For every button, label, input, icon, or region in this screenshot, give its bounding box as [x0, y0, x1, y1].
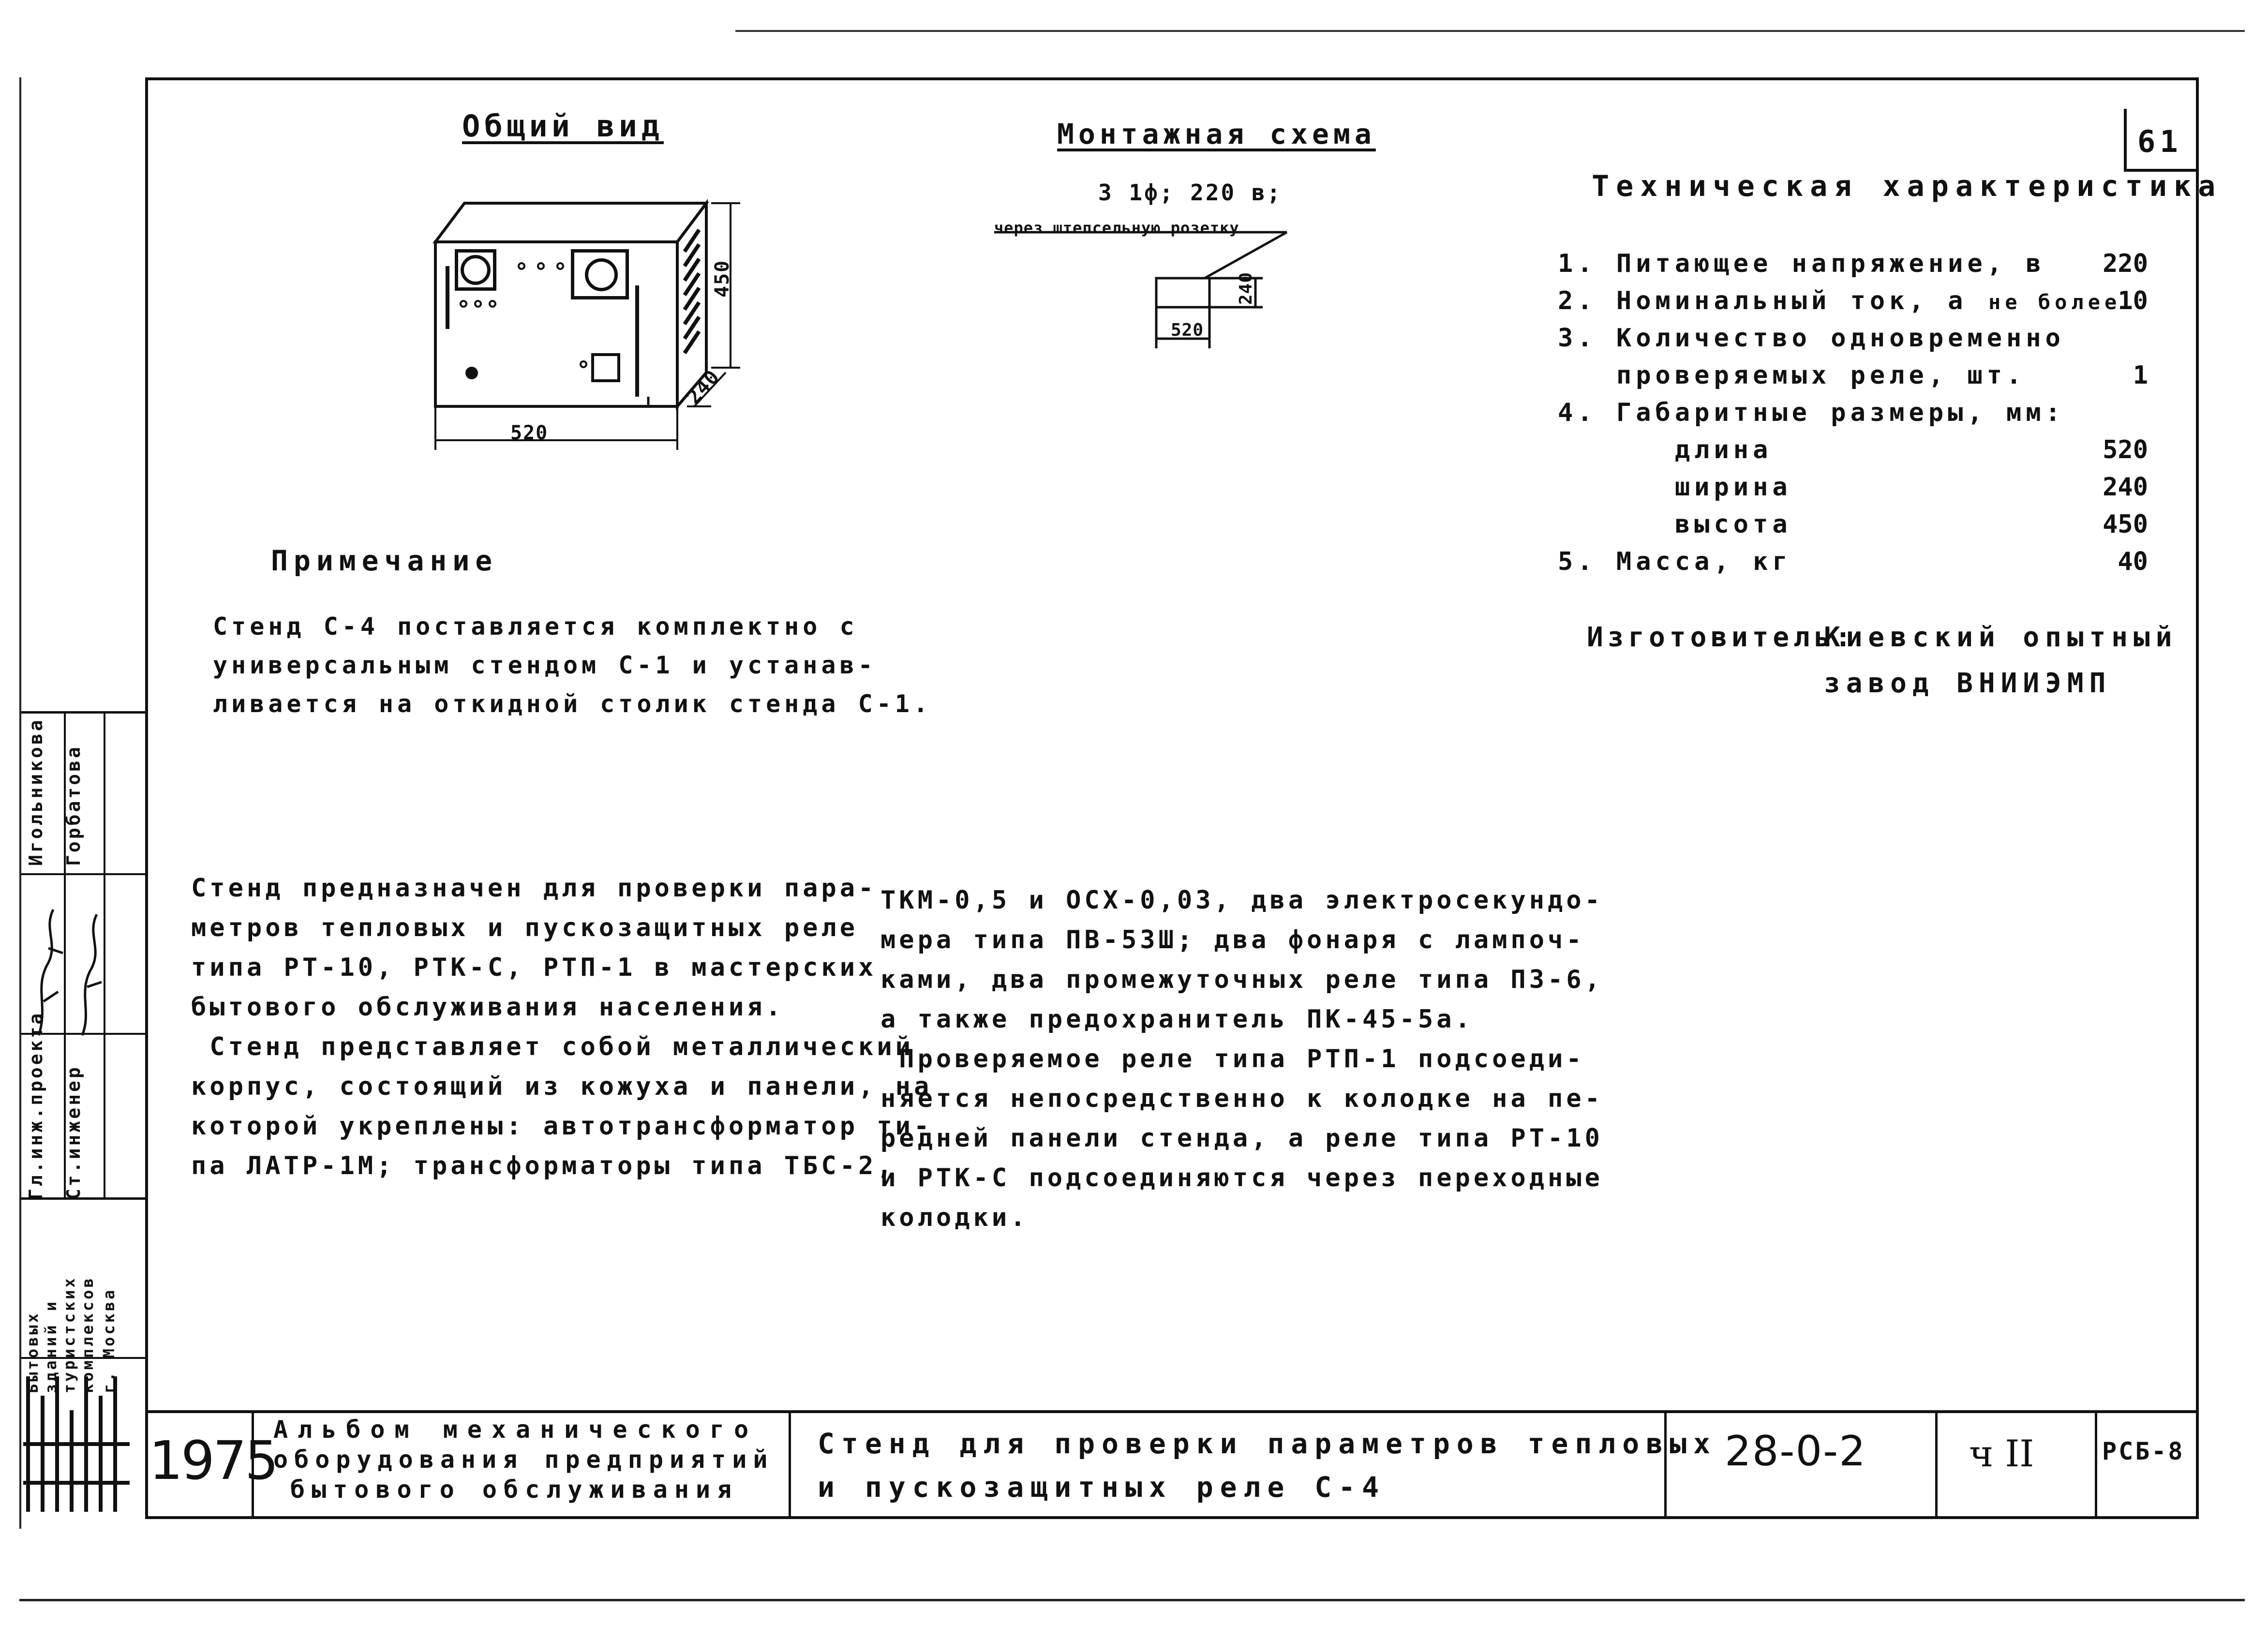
tech-row-extra: не более [1988, 290, 2121, 314]
org-line: г. Москва [100, 1287, 118, 1393]
bottom-trim-line [19, 1599, 2245, 1601]
side-stamp-row-line-1 [21, 873, 145, 875]
drawing-name-line-1: Стенд для проверки параметров тепловых [818, 1427, 1717, 1460]
title-block-divider [2095, 1413, 2097, 1519]
album-line-3: бытового обслуживания [290, 1476, 739, 1504]
title-block-divider [1935, 1413, 1938, 1519]
tech-row-label: 4. Габаритные размеры, мм: [1558, 398, 2065, 427]
description-col-1: Стенд предназначен для проверки пара- метров тепловых и пускозащитных реле типа РТ-10, РТК-С, РТП-1 в мастерских бытового обслуживания населения. Стенд представляет собой металлический корпус, состоящий из кожуха и панели, на которой укреплены: автотрансформатор ти- па ЛАТР-1М; трансформаторы типа ТБС-2, [191, 874, 933, 1180]
description-col-2: ТКМ-0,5 и ОСХ-0,03, два электросекундо- мера типа ПВ-53Ш; два фонаря с лампоч- ками, два промежуточных реле типа ПЗ-6, а также предохранитель ПК-45-5а. Проверяемое реле типа РТП-1 подсоеди- няется непосредственно к колодке на пе- редней панели стенда, а реле типа РТ-10 и РТК-С подсоединяются через переходные колодки. [880, 886, 1603, 1232]
dim-height-label: 450 [711, 259, 733, 298]
drawing-name-line-2: и пускозащитных реле С-4 [818, 1471, 1386, 1504]
dim-depth-label: 240 [682, 365, 725, 409]
maker-line-1: Киевский опытный [1824, 622, 2178, 653]
wiring-via: через штепсельную розетку [994, 219, 1239, 237]
sheet-number: 61 [2137, 124, 2182, 159]
tech-row-value: 40 [2118, 547, 2148, 576]
tech-row-value: 450 [2103, 510, 2148, 539]
org-line: Бытовых [23, 1311, 42, 1393]
role-chief-engineer: Гл.инж.проекта [25, 1011, 46, 1200]
note-title: Примечание [271, 544, 498, 577]
maker-label: Изготовитель: [1587, 622, 1856, 653]
tech-row-label: 5. Масса, кг [1558, 547, 1792, 576]
tech-row-value: 220 [2103, 249, 2148, 278]
tech-row-value: 10 [2118, 286, 2148, 315]
top-trim-line [735, 30, 2245, 32]
general-view-dimensions [426, 194, 764, 464]
wiring-diagram [992, 208, 1306, 353]
drawing-code: 28-0-2 [1725, 1427, 1866, 1476]
org-line: туристских [60, 1276, 78, 1393]
tech-row-value: 1 [2133, 361, 2148, 390]
name-igolnikova: Игольникова [25, 717, 46, 866]
wiring-supply: 3 1ф; 220 в; [1098, 179, 1283, 206]
tech-row-label: 1. Питающее напряжение, в [1558, 249, 2045, 278]
sheet-code: РСБ-8 [2102, 1437, 2185, 1465]
note-text: Стенд С-4 поставляется комплектно с универсальным стендом С-1 и устанав- ливается на откидной столик стенда С-1. [213, 612, 932, 718]
tech-row-value: 520 [2103, 435, 2148, 464]
signature-marks [29, 890, 126, 1045]
tech-row-label: 3. Количество одновременно [1558, 324, 2065, 353]
tech-row-label: ширина [1558, 473, 1792, 502]
tech-row-value: 240 [2103, 473, 2148, 502]
tech-title: Техническая характеристика [1592, 169, 2223, 203]
tech-row-label: длина [1558, 435, 1773, 464]
wiring-title: Монтажная схема [1057, 118, 1376, 150]
title-block-year: 1975 [149, 1430, 277, 1491]
wiring-dim-width: 520 [1171, 320, 1204, 340]
maker-line-2: завод ВНИИЭМП [1824, 668, 2112, 699]
org-line: комплексов [78, 1276, 97, 1393]
name-gorbatova: Горбатова [63, 745, 84, 866]
general-view-title: Общий вид [462, 108, 664, 144]
role-senior-engineer: Ст.инженер [63, 1065, 84, 1200]
org-line: зданий и [42, 1299, 60, 1393]
tech-row-label: 2. Номинальный ток, а [1558, 286, 1968, 315]
organization-logo [23, 1372, 134, 1517]
drawing-part: ч II [1969, 1432, 2034, 1475]
wiring-dim-depth: 240 [1236, 271, 1256, 305]
album-line-2: оборудования предприятий [273, 1446, 774, 1474]
title-block-divider [789, 1413, 791, 1519]
dim-width-label: 520 [510, 422, 549, 444]
tech-row-label: проверяемых реле, шт. [1558, 361, 2026, 390]
tech-row-label: высота [1558, 510, 1792, 539]
album-line-1: Альбом механического [273, 1416, 759, 1444]
